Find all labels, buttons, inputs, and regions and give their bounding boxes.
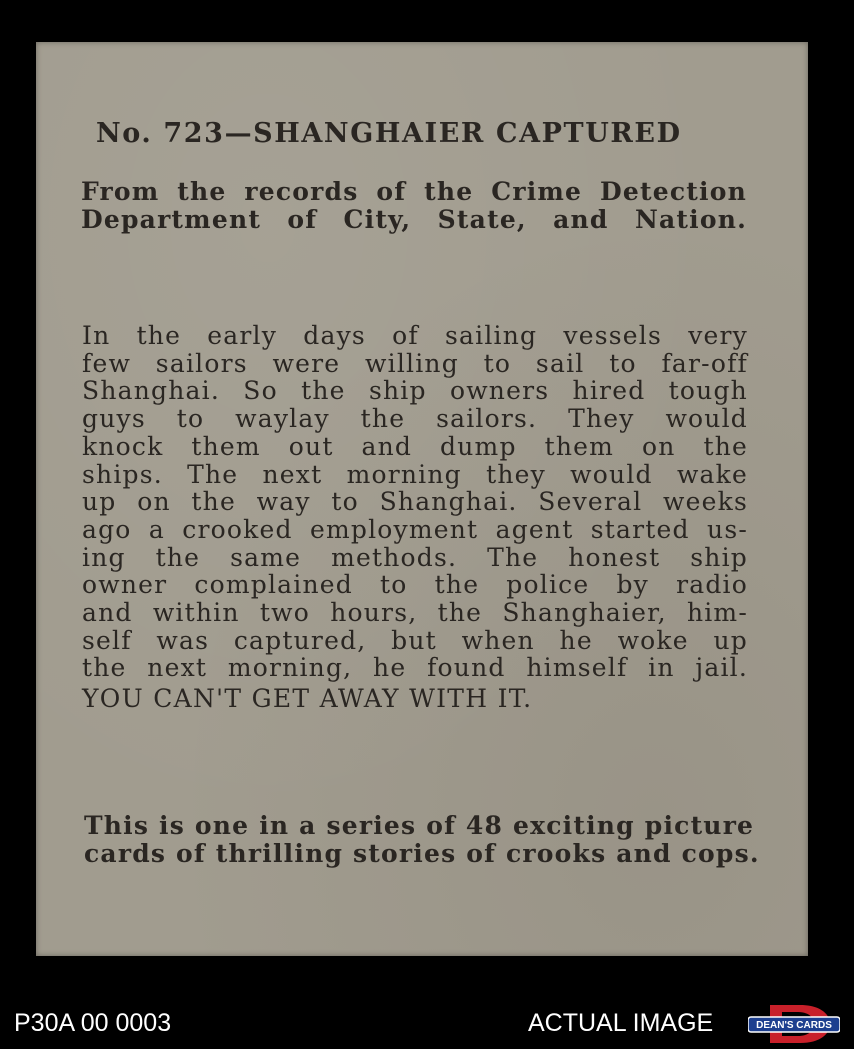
story-line: guys to waylay the sailors. They would <box>82 404 748 434</box>
story-line: the next morning, he found himself in jail. <box>82 653 748 683</box>
story-line: ing the same methods. The honest ship <box>82 542 748 572</box>
story-line: owner complained to the police by radio <box>82 570 748 600</box>
story-line: few sailors were willing to sail to far-off <box>82 348 748 378</box>
story-line: and within two hours, the Shanghaier, him- <box>82 598 748 628</box>
item-id-code: P30A 00 0003 <box>14 1009 172 1037</box>
series-line: cards of thrilling stories of crooks and cops. <box>84 839 760 868</box>
card-title: No. 723—SHANGHAIER CAPTURED <box>96 118 682 149</box>
story-line: up on the way to Shanghai. Several weeks <box>82 487 748 517</box>
story-line: ships. The next morning they would wake <box>82 459 748 489</box>
card-story <box>82 322 748 682</box>
subtitle-line: From the records of the Crime Detection <box>81 177 747 206</box>
card-tagline: YOU CAN'T GET AWAY WITH IT. <box>82 684 533 713</box>
subtitle-line: Department of City, State, and Nation. <box>81 205 747 234</box>
story-line: ago a crooked employment agent started us- <box>82 514 748 544</box>
actual-image-label: ACTUAL IMAGE <box>528 1009 714 1037</box>
series-line: This is one in a series of 48 exciting picture <box>84 811 755 840</box>
trading-card-back <box>36 42 808 956</box>
card-subtitle <box>81 178 747 234</box>
story-line: knock them out and dump them on the <box>82 431 748 461</box>
story-line: self was captured, but when he woke up <box>82 625 748 655</box>
story-line: Shanghai. So the ship owners hired tough <box>82 376 748 406</box>
logo-text: DEAN'S CARDS <box>756 1020 832 1031</box>
card-series-note <box>84 811 760 868</box>
story-line: In the early days of sailing vessels very <box>82 321 748 350</box>
deans-cards-logo-icon <box>748 1003 840 1045</box>
